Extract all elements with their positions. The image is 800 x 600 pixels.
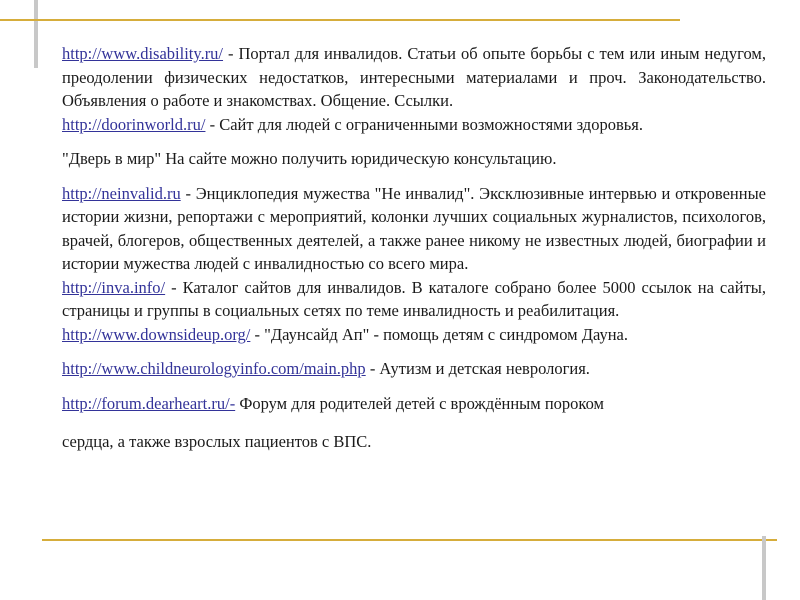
entry-doorinworld: [62, 113, 766, 137]
entry-inva-text: - Каталог сайтов для инвалидов. В каталоге собрано более 5000 ссылок на сайты, страницы и группы в социальных сетях по теме инвалидность и реабилитация.: [62, 277, 766, 320]
link-disability[interactable]: http://www.disability.ru/: [62, 44, 224, 63]
entry-downsideup-text: - "Даунсайд Ап" - помощь детям с синдромом Дауна.: [250, 324, 629, 344]
entry-inva: [62, 276, 766, 323]
entry-neinvalid-text: - Энциклопедия мужества "Не инвалид". Эксклюзивные интервью и откровенные истории жизни, репортажи с мероприятий, колонки лучших социальных журналистов, психологов, врачей, блогеров, общественных деятелей, а также ранее никому не известных людей, биографии и истории мужества людей с инвалидностью со всего мира.: [62, 183, 766, 273]
entry-doorinworld-text: - Сайт для людей с ограниченными возможностями здоровья.: [205, 114, 643, 134]
entry-disability-text: - Портал для инвалидов. Статьи об опыте борьбы с тем или иным недугом, преодолении физических недостатков, интересными материалами и проч. Законодательство. Объявления о работе и знакомствах. Общение. Ссылки.: [62, 44, 766, 110]
decor-line-top: [0, 19, 680, 21]
decor-bar-bottom-right: [762, 536, 766, 600]
entry-childneurology: [62, 357, 766, 381]
decor-line-bottom: [42, 539, 777, 541]
link-downsideup[interactable]: http://www.downsideup.org/: [62, 324, 251, 344]
entry-downsideup: [62, 323, 766, 347]
decor-bar-top-left: [34, 0, 38, 68]
entry-doorinworld-note-text: "Дверь в мир" На сайте можно получить юридическую консультацию.: [62, 149, 557, 168]
slide-body: [62, 42, 766, 454]
entry-neinvalid: [62, 182, 766, 276]
entry-disability: [62, 42, 766, 113]
entry-dearheart-text: Форум для родителей детей с врождённым пороком: [235, 393, 604, 413]
link-inva[interactable]: http://inva.info/: [62, 277, 166, 297]
entry-childneurology-text: - Аутизм и детская неврология.: [365, 359, 590, 378]
entry-dearheart-cont: [62, 430, 766, 454]
entry-doorinworld-note: [62, 147, 766, 171]
link-neinvalid[interactable]: http://neinvalid.ru: [62, 183, 181, 203]
entry-dearheart-cont-text: сердца, а также взрослых пациентов с ВПС.: [62, 432, 372, 451]
link-doorinworld[interactable]: http://doorinworld.ru/: [62, 114, 206, 134]
link-childneurology[interactable]: http://www.childneurologyinfo.com/main.php: [62, 359, 366, 378]
link-dearheart[interactable]: http://forum.dearheart.ru/-: [62, 393, 236, 413]
entry-dearheart: [62, 392, 766, 416]
